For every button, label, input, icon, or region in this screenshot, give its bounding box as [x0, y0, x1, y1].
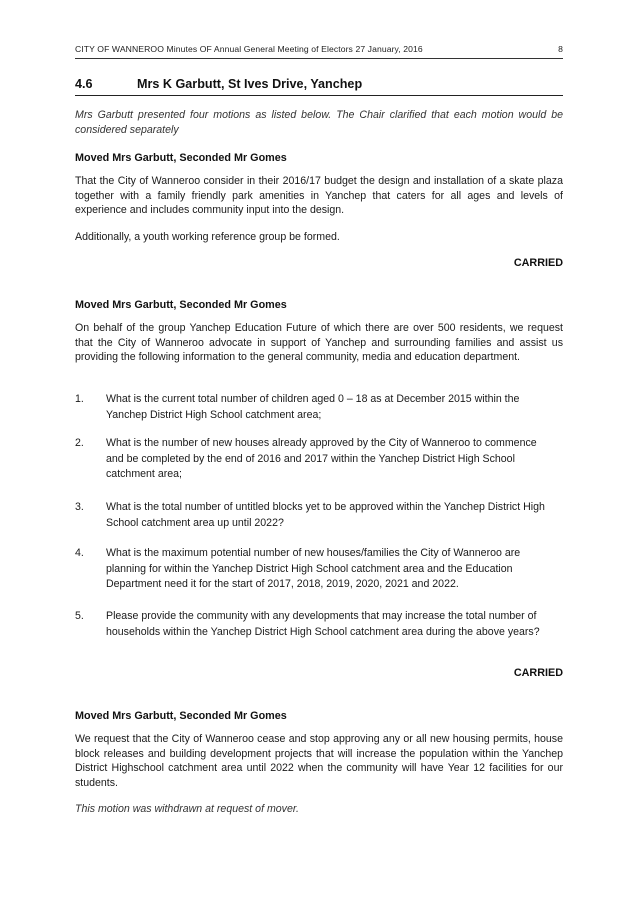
list-item [75, 546, 563, 593]
list-item [75, 392, 563, 423]
list-item-text: What is the number of new houses already approved by the City of Wanneroo to commence and be completed by the end of 2016 and 2017 within the Yanchep District High School catchment area; [106, 437, 537, 480]
motion-2-mover: Moved Mrs Garbutt, Seconded Mr Gomes [75, 299, 287, 311]
header-divider [75, 58, 563, 59]
list-item-number: 4. [75, 547, 84, 559]
motion-1-mover: Moved Mrs Garbutt, Seconded Mr Gomes [75, 152, 287, 164]
list-item-text: What is the current total number of children aged 0 – 18 as at December 2015 within the Yanchep District High School catchment area; [106, 393, 520, 421]
list-item-text: What is the maximum potential number of new houses/families the City of Wanneroo are planning for within the Yanchep District High School catchment area and the Education Department need it for the start of 2017, 2018, 2019, 2020, 2021 and 2022. [106, 547, 521, 590]
motion-3-mover: Moved Mrs Garbutt, Seconded Mr Gomes [75, 710, 287, 722]
motion-2-result: CARRIED [513, 667, 563, 679]
header-title: CITY OF WANNEROO Minutes OF Annual General Meeting of Electors 27 January, 2016 [75, 44, 423, 54]
motion-1-result: CARRIED [513, 257, 563, 269]
list-item-number: 5. [75, 610, 84, 622]
running-header [75, 44, 563, 54]
list-item [75, 436, 563, 483]
motion-2-text: On behalf of the group Yanchep Education Future of which there are over 500 residents, we request that the City of Wanneroo advocate in support of Yanchep and surrounding families and assist us providing the following information to the general community, media and education department. [75, 322, 563, 363]
list-item-number: 3. [75, 501, 84, 513]
page-number: 8 [558, 44, 563, 54]
list-item-text: What is the total number of untitled blocks yet to be approved within the Yanchep District High School catchment area up until 2022? [106, 501, 545, 529]
section-title: Mrs K Garbutt, St Ives Drive, Yanchep [137, 77, 363, 91]
list-item-text: Please provide the community with any developments that may increase the total number of households within the Yanchep District High School catchment area during the above years? [106, 610, 540, 638]
list-item [75, 500, 563, 531]
section-number: 4.6 [75, 77, 93, 91]
motion-1-text: That the City of Wanneroo consider in their 2016/17 budget the design and installation of a skate plaza together with a family friendly park amenities in Yanchep that caters for all ages and levels of experience and includes community input into the design. [75, 175, 563, 216]
list-item-number: 2. [75, 437, 84, 449]
motion-3-text: We request that the City of Wanneroo cease and stop approving any or all new housing permits, house block releases and building development projects that will increase the population within the Yanchep District Highschool catchment area until 2022 when the community will have Year 12 facilities for our students. [75, 733, 563, 789]
section-divider [75, 95, 563, 96]
list-item-number: 1. [75, 393, 84, 405]
section-heading [75, 77, 563, 91]
motion-1-text-2: Additionally, a youth working reference group be formed. [75, 231, 340, 243]
list-item [75, 609, 563, 640]
intro-paragraph: Mrs Garbutt presented four motions as listed below. The Chair clarified that each motion would be considered separately [75, 109, 563, 136]
motion-3-note: This motion was withdrawn at request of mover. [75, 803, 299, 815]
